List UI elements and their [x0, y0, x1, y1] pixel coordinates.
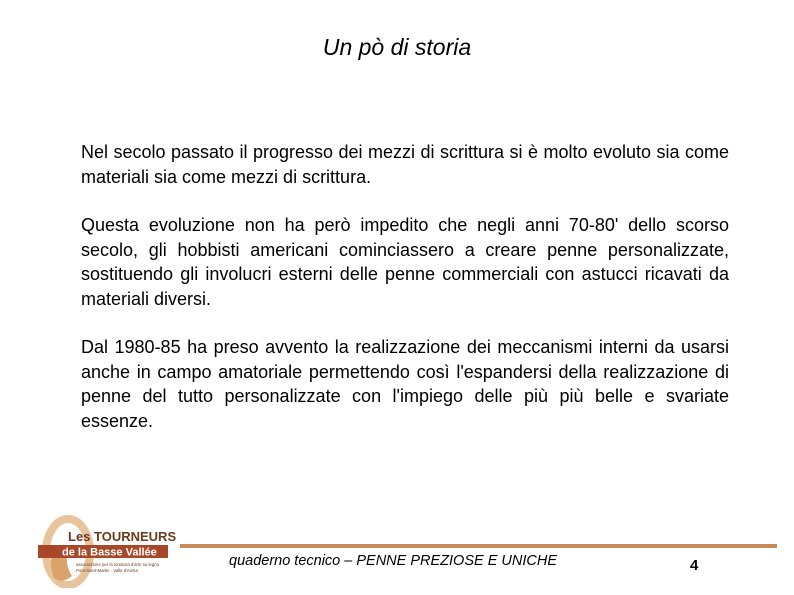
paragraph: Nel secolo passato il progresso dei mezzi di scrittura si è molto evoluto sia come materiali sia come mezzi di scrittura.	[81, 142, 729, 187]
logo-line-1: Les TOURNEURS	[68, 529, 177, 544]
logo-line-2: de la Basse Vallée	[62, 546, 157, 559]
paragraph: Questa evoluzione non ha però impedito che negli anni 70-80' dello scorso secolo, gli hobbisti americani cominciassero a creare penne personalizzate, sostituendo gli involucri esterni delle penne commerciali con astucci ricavati da materiali diversi.	[81, 215, 729, 309]
page-number: 4	[690, 557, 699, 574]
logo-line-4: Pont-Saint-Martin · Valle d'Aosta	[76, 568, 138, 573]
club-logo	[38, 514, 178, 588]
footer-text: quaderno tecnico – PENNE PREZIOSE E UNICHE	[229, 553, 557, 569]
paragraph: Dal 1980-85 ha preso avvento la realizzazione dei meccanismi interni da usarsi anche in campo amatoriale permettendo così l'espandersi della realizzazione di penne del tutto personalizzate con l'impiego delle più più belle e svariate essenze.	[81, 337, 729, 431]
footer-divider	[180, 544, 777, 548]
logo-line-3: associazione per la tornitura d'arte su legno	[76, 562, 159, 567]
slide-title: Un pò di storia	[322, 34, 472, 60]
slide-body	[81, 140, 729, 457]
